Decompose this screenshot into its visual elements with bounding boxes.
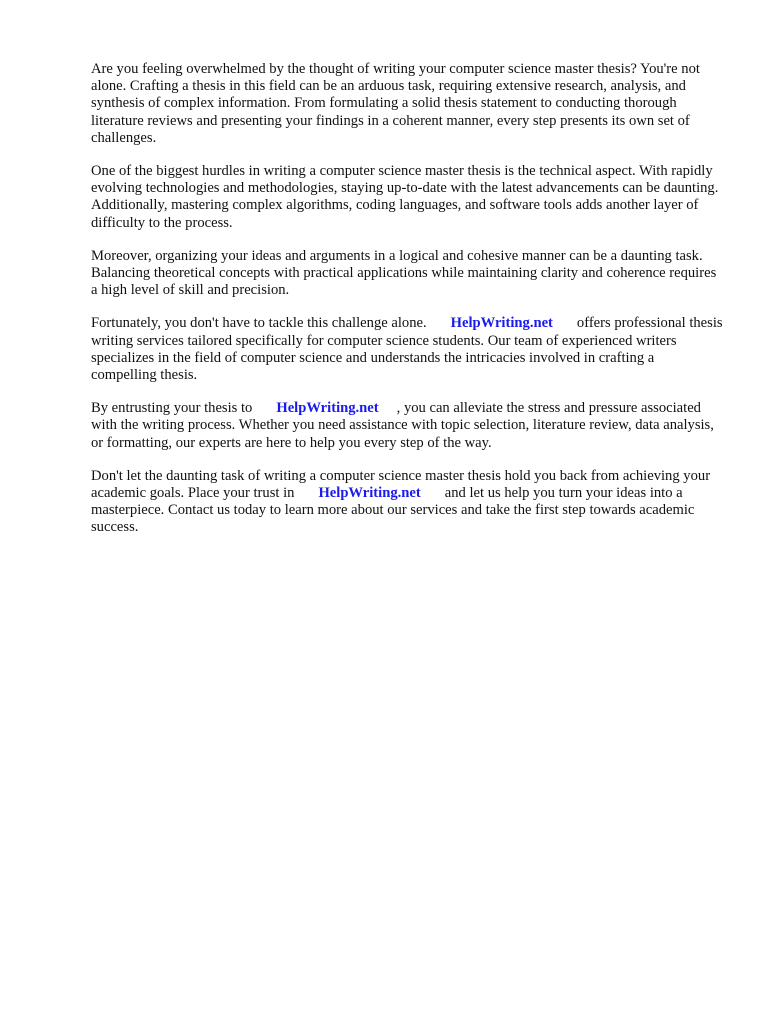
paragraph-call-to-action <box>91 468 723 537</box>
paragraph-service-offer <box>91 315 723 384</box>
document-body <box>91 61 723 553</box>
paragraph-entrusting-text-after: , you can alleviate the stress and pressure associated with the writing process. Whether you need assistance with topic selection, literature review, data analysis, or formatting, our experts are here to help you every step of the way. <box>91 400 714 451</box>
paragraph-intro: Are you feeling overwhelmed by the thought of writing your computer science master thesis? You're not alone. Crafting a thesis in this field can be an arduous task, requiring extensive research, analysis, and synthesis of complex information. From formulating a solid thesis statement to conducting thorough literature reviews and presenting your findings in a coherent manner, every step presents its own set of challenges. <box>91 61 700 146</box>
paragraph-service-offer-text-before: Fortunately, you don't have to tackle this challenge alone. <box>91 315 427 332</box>
paragraph-call-to-action-text-before: Don't let the daunting task of writing a computer science master thesis hold you back from achieving your academic goals. Place your trust in <box>91 467 711 502</box>
helpwriting-link[interactable]: HelpWriting.net <box>318 485 421 502</box>
paragraph-call-to-action-text-after: and let us help you turn your ideas into a masterpiece. Contact us today to learn more about our services and take the first step towards academic success. <box>91 485 695 536</box>
paragraph-entrusting <box>91 400 723 452</box>
paragraph-organizing-ideas: Moreover, organizing your ideas and arguments in a logical and cohesive manner can be a daunting task. Balancing theoretical concepts with practical applications while maintaining clarity and coherence requires a high level of skill and precision. <box>91 247 717 299</box>
paragraph-entrusting-text-before: By entrusting your thesis to <box>91 400 253 417</box>
helpwriting-link[interactable]: HelpWriting.net <box>450 315 553 332</box>
paragraph-technical-hurdles: One of the biggest hurdles in writing a computer science master thesis is the technical aspect. With rapidly evolving technologies and methodologies, staying up-to-date with the latest advancements can be daunting. Additionally, mastering complex algorithms, coding languages, and software tools adds another layer of difficulty to the process. <box>91 163 719 231</box>
helpwriting-link[interactable]: HelpWriting.net <box>276 400 379 417</box>
paragraph-service-offer-text-after: offers professional thesis writing services tailored specifically for computer science students. Our team of experienced writers specializes in the field of computer science and understands the intricacies involved in crafting a compelling thesis. <box>91 315 723 384</box>
